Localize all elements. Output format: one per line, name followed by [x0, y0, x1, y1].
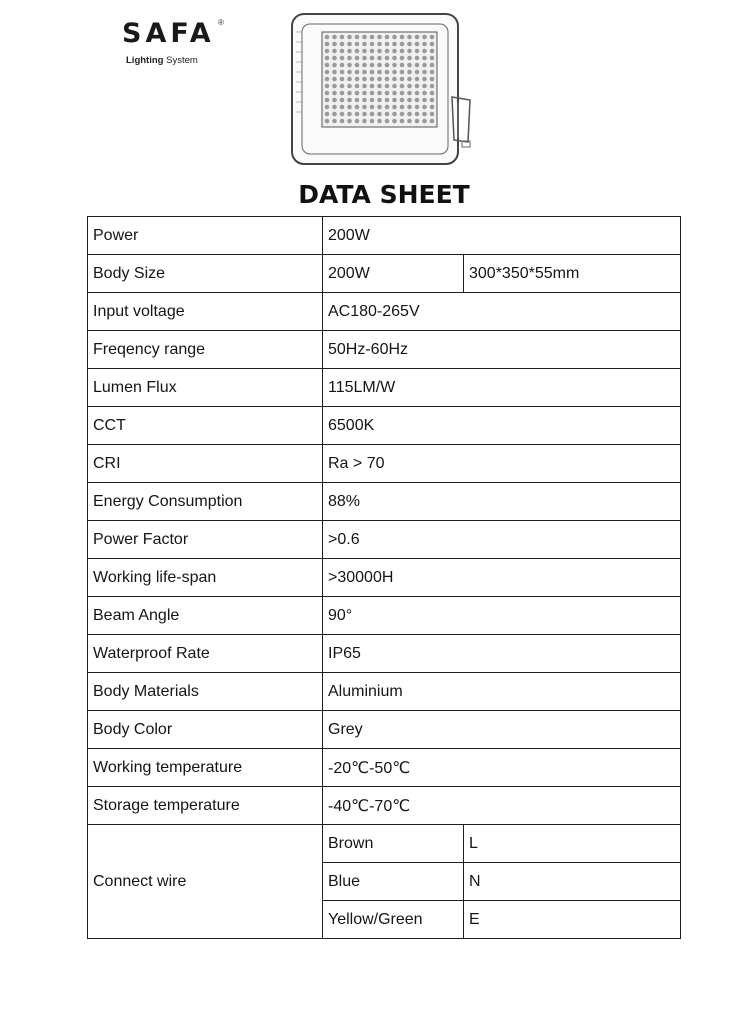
wire-color: Yellow/Green — [323, 901, 464, 939]
spec-label: Body Materials — [88, 673, 323, 711]
led-dot — [355, 98, 360, 103]
led-dot — [385, 98, 390, 103]
table-row — [88, 217, 681, 255]
led-dot — [362, 42, 367, 47]
led-dot — [430, 105, 435, 110]
page-title: DATA SHEET — [298, 180, 470, 209]
led-dot — [400, 63, 405, 68]
table-row — [88, 749, 681, 787]
led-dot — [332, 84, 337, 89]
led-dot — [430, 42, 435, 47]
led-dot — [385, 49, 390, 54]
spec-value: 6500K — [323, 407, 681, 445]
spec-value: IP65 — [323, 635, 681, 673]
table-row — [88, 597, 681, 635]
led-dot — [400, 70, 405, 75]
led-dot — [325, 49, 330, 54]
led-dot — [362, 112, 367, 117]
led-dot — [362, 63, 367, 68]
led-dot — [355, 119, 360, 124]
led-dot — [325, 35, 330, 40]
spec-value: 115LM/W — [323, 369, 681, 407]
table-row — [88, 825, 681, 863]
led-dot — [370, 105, 375, 110]
led-dot — [340, 77, 345, 82]
led-dot — [347, 91, 352, 96]
led-dot — [347, 119, 352, 124]
spec-table — [87, 216, 681, 939]
spec-value: -20℃-50℃ — [323, 749, 681, 787]
led-dot — [407, 98, 412, 103]
led-dot — [370, 112, 375, 117]
led-dot — [340, 105, 345, 110]
led-dot — [347, 105, 352, 110]
led-dot — [377, 112, 382, 117]
spec-value: AC180-265V — [323, 293, 681, 331]
led-dot — [347, 77, 352, 82]
led-dot — [362, 91, 367, 96]
led-dot — [325, 56, 330, 61]
spec-value: 200W — [323, 217, 681, 255]
led-dot — [377, 70, 382, 75]
wire-code: N — [464, 863, 681, 901]
led-dot — [400, 77, 405, 82]
led-dot — [377, 35, 382, 40]
led-dot — [362, 98, 367, 103]
led-dot — [340, 70, 345, 75]
led-dot — [430, 70, 435, 75]
spec-label: Working life-span — [88, 559, 323, 597]
led-dot — [385, 91, 390, 96]
led-dot — [407, 56, 412, 61]
table-row — [88, 635, 681, 673]
led-dot — [422, 77, 427, 82]
led-dot — [325, 84, 330, 89]
led-dot — [355, 84, 360, 89]
led-dot — [362, 84, 367, 89]
led-dot — [340, 98, 345, 103]
led-dot — [370, 98, 375, 103]
spec-label: Energy Consumption — [88, 483, 323, 521]
led-dot — [355, 35, 360, 40]
led-dot — [415, 98, 420, 103]
spec-label: Working temperature — [88, 749, 323, 787]
led-dot — [325, 42, 330, 47]
led-dot — [430, 49, 435, 54]
led-dot — [370, 63, 375, 68]
led-dot — [430, 84, 435, 89]
led-dot — [340, 112, 345, 117]
spec-value: 200W — [323, 255, 464, 293]
led-dot — [430, 112, 435, 117]
led-dot — [325, 119, 330, 124]
led-dot — [415, 119, 420, 124]
led-dot — [422, 105, 427, 110]
led-dot — [347, 84, 352, 89]
spec-value: >0.6 — [323, 521, 681, 559]
led-dot — [407, 70, 412, 75]
led-dot — [370, 42, 375, 47]
led-dot — [325, 112, 330, 117]
led-dot — [385, 119, 390, 124]
led-dot — [400, 35, 405, 40]
led-dot — [370, 91, 375, 96]
led-dot — [325, 63, 330, 68]
led-dot — [340, 119, 345, 124]
led-dot — [407, 105, 412, 110]
spec-value: 50Hz-60Hz — [323, 331, 681, 369]
led-dot — [392, 49, 397, 54]
led-dot — [422, 98, 427, 103]
led-dot — [392, 35, 397, 40]
spec-label: Input voltage — [88, 293, 323, 331]
led-dot — [430, 119, 435, 124]
led-dot — [415, 49, 420, 54]
table-row — [88, 787, 681, 825]
spec-value: >30000H — [323, 559, 681, 597]
led-dot — [332, 105, 337, 110]
led-dot — [332, 119, 337, 124]
spec-label: Body Size — [88, 255, 323, 293]
connect-wire-label: Connect wire — [88, 825, 323, 939]
led-dot — [370, 70, 375, 75]
brand-subtitle-bold: Lighting — [126, 55, 164, 66]
spec-label: Body Color — [88, 711, 323, 749]
led-dot — [332, 56, 337, 61]
wire-code: L — [464, 825, 681, 863]
led-dot — [385, 77, 390, 82]
spec-label: Beam Angle — [88, 597, 323, 635]
spec-value: 88% — [323, 483, 681, 521]
led-dot — [392, 63, 397, 68]
table-row — [88, 331, 681, 369]
led-dot — [355, 42, 360, 47]
led-dot — [370, 77, 375, 82]
led-dot — [400, 49, 405, 54]
led-dot — [362, 70, 367, 75]
led-dot — [385, 112, 390, 117]
led-dot — [392, 84, 397, 89]
spec-label: Power — [88, 217, 323, 255]
led-dot — [347, 49, 352, 54]
led-dot — [332, 63, 337, 68]
led-dot — [377, 84, 382, 89]
led-dot — [355, 56, 360, 61]
led-dot — [400, 112, 405, 117]
led-dot — [332, 112, 337, 117]
floodlight-image — [282, 2, 482, 170]
led-dot — [370, 84, 375, 89]
led-dot — [392, 91, 397, 96]
table-row — [88, 521, 681, 559]
led-dot — [325, 105, 330, 110]
led-dot — [325, 70, 330, 75]
led-dot — [377, 63, 382, 68]
led-dot — [355, 49, 360, 54]
led-dot — [362, 35, 367, 40]
led-dot — [400, 91, 405, 96]
spec-label: Power Factor — [88, 521, 323, 559]
spec-label: Freqency range — [88, 331, 323, 369]
spec-label: Waterproof Rate — [88, 635, 323, 673]
table-row — [88, 407, 681, 445]
led-dot — [370, 49, 375, 54]
table-row — [88, 369, 681, 407]
led-dot — [422, 70, 427, 75]
led-dot — [392, 56, 397, 61]
led-dot — [422, 35, 427, 40]
led-dot — [422, 91, 427, 96]
led-dot — [392, 119, 397, 124]
led-dot — [355, 112, 360, 117]
led-dot — [392, 77, 397, 82]
led-dot — [385, 63, 390, 68]
led-dot — [362, 56, 367, 61]
led-dot — [415, 35, 420, 40]
led-dot — [377, 98, 382, 103]
led-dot — [430, 63, 435, 68]
wire-color: Brown — [323, 825, 464, 863]
led-dot — [347, 63, 352, 68]
led-dot — [362, 77, 367, 82]
led-dot — [415, 70, 420, 75]
led-dot — [370, 56, 375, 61]
spec-value: Aluminium — [323, 673, 681, 711]
led-dot — [362, 49, 367, 54]
led-dot — [325, 91, 330, 96]
led-dot — [407, 91, 412, 96]
led-dot — [430, 91, 435, 96]
led-dot — [407, 35, 412, 40]
led-dot — [422, 42, 427, 47]
spec-value-dimensions: 300*350*55mm — [464, 255, 681, 293]
led-dot — [407, 49, 412, 54]
led-dot — [422, 112, 427, 117]
led-dot — [422, 49, 427, 54]
led-dot — [385, 105, 390, 110]
spec-value: Grey — [323, 711, 681, 749]
led-dot — [332, 35, 337, 40]
led-dot — [415, 77, 420, 82]
led-dot — [407, 77, 412, 82]
led-dot — [355, 63, 360, 68]
table-row — [88, 293, 681, 331]
led-dot — [370, 119, 375, 124]
spec-value: 90° — [323, 597, 681, 635]
led-dot — [415, 63, 420, 68]
led-dot — [422, 84, 427, 89]
led-dot — [332, 98, 337, 103]
led-dot — [392, 98, 397, 103]
led-dot — [325, 98, 330, 103]
led-dot — [407, 84, 412, 89]
led-dot — [347, 70, 352, 75]
table-row — [88, 559, 681, 597]
led-dot — [415, 105, 420, 110]
led-dot — [355, 91, 360, 96]
brand-subtitle-rest: System — [163, 55, 198, 66]
led-dot — [370, 35, 375, 40]
led-dot — [430, 77, 435, 82]
led-dot — [415, 42, 420, 47]
led-dot — [347, 112, 352, 117]
brand-subtitle — [126, 55, 198, 66]
led-dot — [430, 35, 435, 40]
led-dot — [400, 98, 405, 103]
spec-label: CCT — [88, 407, 323, 445]
table-row — [88, 445, 681, 483]
led-dot — [377, 119, 382, 124]
led-dot — [385, 35, 390, 40]
led-dot — [430, 98, 435, 103]
spec-value: -40℃-70℃ — [323, 787, 681, 825]
led-dot — [415, 56, 420, 61]
led-dot — [400, 42, 405, 47]
spec-label: Storage temperature — [88, 787, 323, 825]
led-dot — [340, 84, 345, 89]
led-dot — [362, 119, 367, 124]
led-dot — [385, 84, 390, 89]
led-dot — [340, 35, 345, 40]
led-dot — [347, 98, 352, 103]
led-dot — [347, 42, 352, 47]
led-dot — [355, 70, 360, 75]
led-dot — [377, 77, 382, 82]
led-dot — [340, 56, 345, 61]
led-dot — [332, 70, 337, 75]
led-dot — [400, 119, 405, 124]
led-dot — [422, 119, 427, 124]
led-dot — [340, 42, 345, 47]
led-dot — [392, 105, 397, 110]
brand-name: SAFA — [122, 18, 215, 49]
led-dot — [355, 77, 360, 82]
led-dot — [325, 77, 330, 82]
spec-value: Ra > 70 — [323, 445, 681, 483]
led-dot — [415, 91, 420, 96]
table-row — [88, 483, 681, 521]
table-row — [88, 255, 681, 293]
table-row — [88, 673, 681, 711]
led-dot — [415, 84, 420, 89]
led-dot — [385, 56, 390, 61]
led-dot — [385, 42, 390, 47]
led-dot — [400, 105, 405, 110]
spec-label: CRI — [88, 445, 323, 483]
led-dot — [347, 35, 352, 40]
led-dot — [377, 56, 382, 61]
wire-code: E — [464, 901, 681, 939]
led-dot — [407, 63, 412, 68]
wire-color: Blue — [323, 863, 464, 901]
registered-mark: ® — [218, 18, 224, 27]
led-dot — [362, 105, 367, 110]
led-dot — [400, 84, 405, 89]
led-dot — [377, 105, 382, 110]
led-dot — [422, 56, 427, 61]
spec-label: Lumen Flux — [88, 369, 323, 407]
led-dot — [340, 91, 345, 96]
led-dot — [332, 77, 337, 82]
led-dot — [407, 42, 412, 47]
led-dot — [392, 70, 397, 75]
led-dot — [377, 42, 382, 47]
led-dot — [407, 112, 412, 117]
led-dot — [430, 56, 435, 61]
led-dot — [392, 42, 397, 47]
led-dot — [332, 91, 337, 96]
led-dot — [422, 63, 427, 68]
led-dot — [332, 49, 337, 54]
table-row — [88, 711, 681, 749]
led-dot — [385, 70, 390, 75]
brand-logo — [122, 18, 232, 76]
led-dot — [415, 112, 420, 117]
led-dot — [392, 112, 397, 117]
led-dot — [400, 56, 405, 61]
led-dot — [340, 63, 345, 68]
led-dot — [377, 49, 382, 54]
led-dot — [347, 56, 352, 61]
led-dot — [340, 49, 345, 54]
led-dot — [377, 91, 382, 96]
led-dot — [407, 119, 412, 124]
led-dot — [332, 42, 337, 47]
led-dot — [355, 105, 360, 110]
